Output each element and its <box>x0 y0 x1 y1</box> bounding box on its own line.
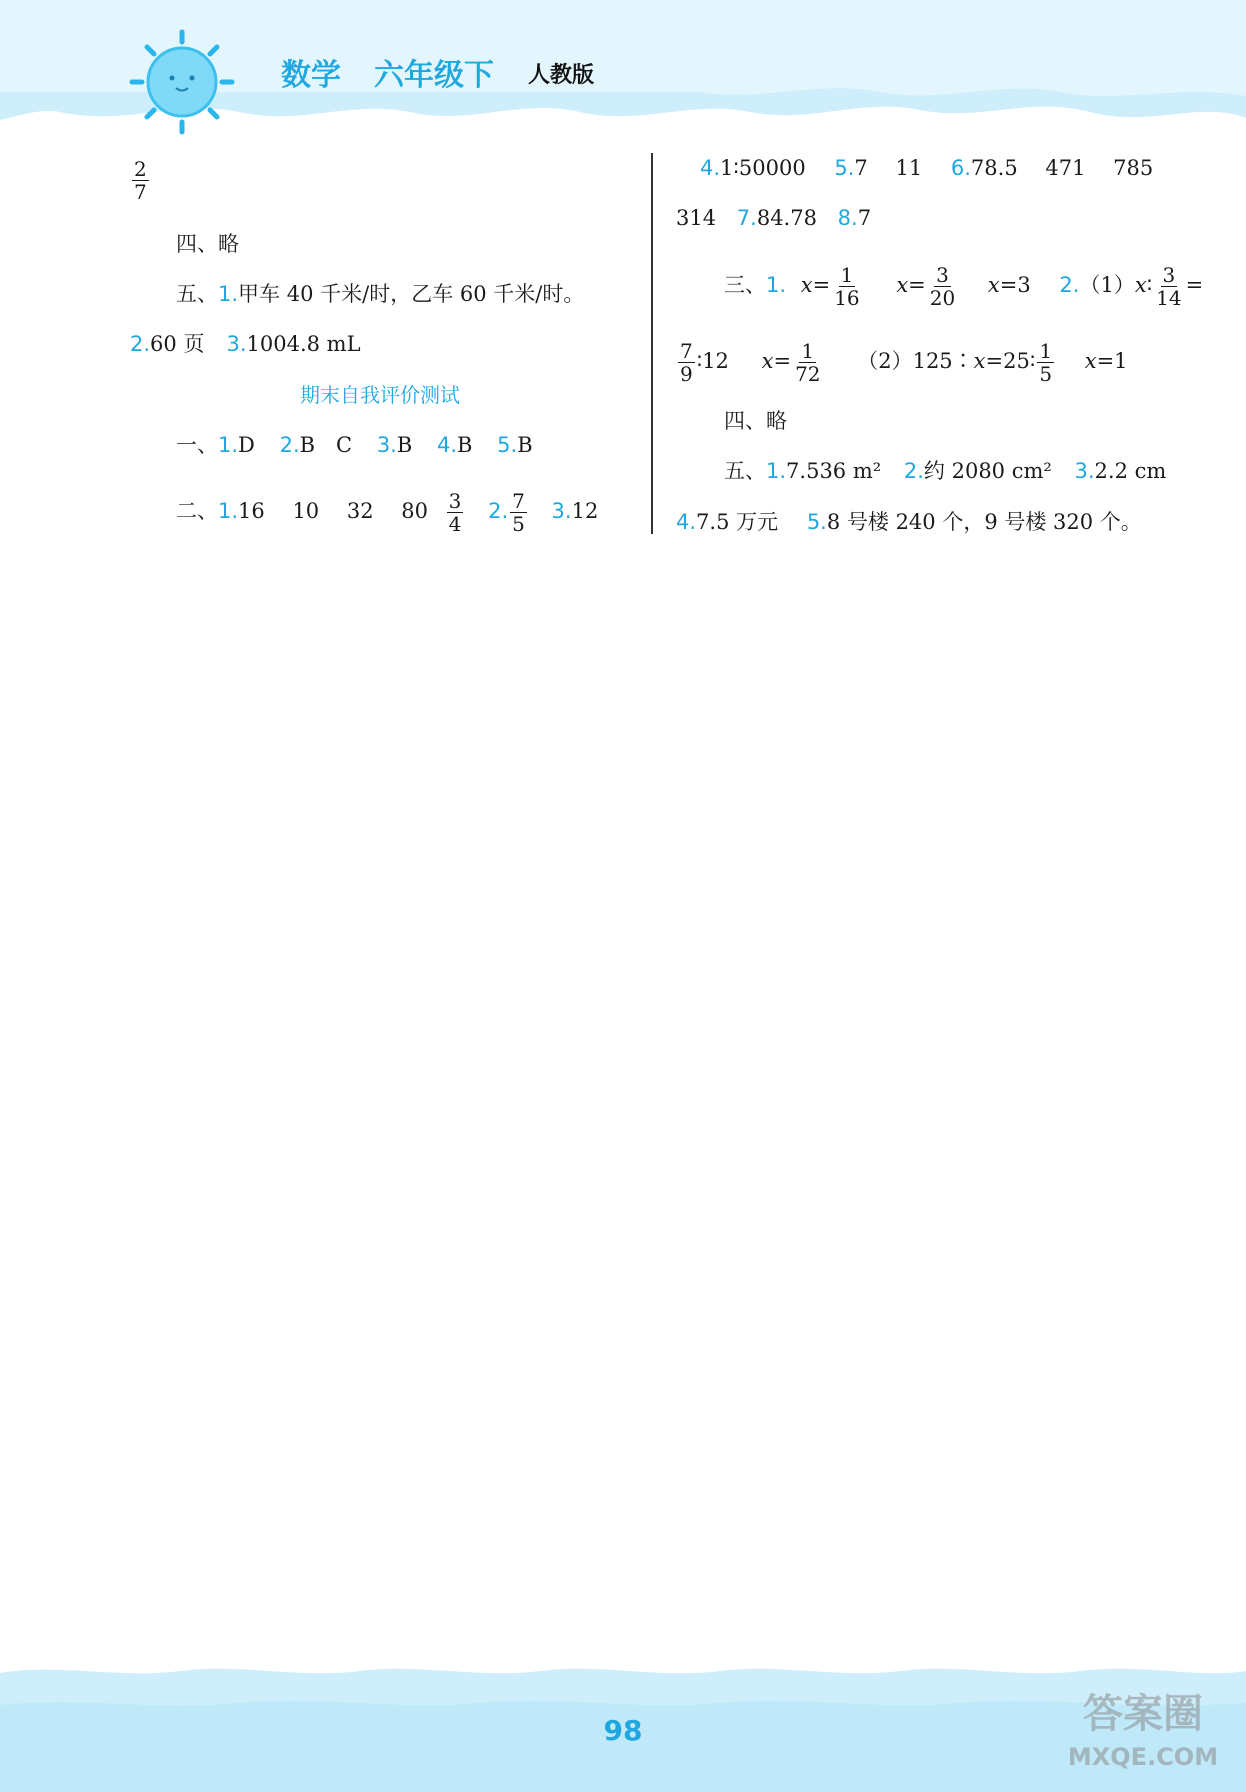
watermark-title: 答案圈 <box>1083 1691 1203 1737</box>
right-part-5-line2: 4.7.5 万元 5.8 号楼 240 个，9 号楼 320 个。 <box>676 510 1142 534</box>
header-subject: 数学 <box>281 58 341 93</box>
section-title-final-test: 期末自我评价测试 <box>300 383 460 407</box>
left-section-5-line2: 2.60 页 3.1004.8 mL <box>130 332 361 356</box>
page-number: 98 <box>603 1714 643 1747</box>
right-part-3-line1: 三、1. x= $\frac{1}{16}$ x= $\frac{3}{20}$ x=3 2.（1）x∶ $\frac{3}{14}$ = <box>724 263 1204 310</box>
right-line-2: 314 7.84.78 8.7 <box>676 206 872 230</box>
column-divider <box>651 153 653 534</box>
right-line-1: 4.1∶50000 5.7 11 6.78.5 471 785 <box>700 156 1154 180</box>
right-part-5-line1: 五、1.7.536 m² 2.约 2080 cm² 3.2.2 cm <box>724 459 1167 483</box>
header-edition: 人教版 <box>528 63 595 88</box>
left-section-5-line1: 五、1.甲车 40 千米/时，乙车 60 千米/时。 <box>176 282 585 306</box>
watermark-url: MXQE.COM <box>1067 1743 1219 1771</box>
right-part-3-line2: $\frac{7}{9}$ ∶12 x= $\frac{1}{72}$ （2）125∶x=25∶ $\frac{1}{5}$ x=1 <box>680 339 1128 386</box>
left-part-2-answers: 二、1.16 10 32 80 $\frac{3}{4}$ 2. $\frac{7}{5}$ 3.12 <box>176 489 599 536</box>
left-section-4: 四、略 <box>176 232 239 256</box>
sun-mascot-icon <box>128 28 236 136</box>
left-fraction-2-7: $\frac{2}{7}$ <box>134 157 147 204</box>
right-part-4: 四、略 <box>724 409 787 433</box>
left-part-1-answers: 一、1.D 2.B C 3.B 4.B 5.B <box>176 433 533 457</box>
watermark-logo <box>1058 1688 1228 1788</box>
header-grade: 六年级下 <box>374 58 494 93</box>
